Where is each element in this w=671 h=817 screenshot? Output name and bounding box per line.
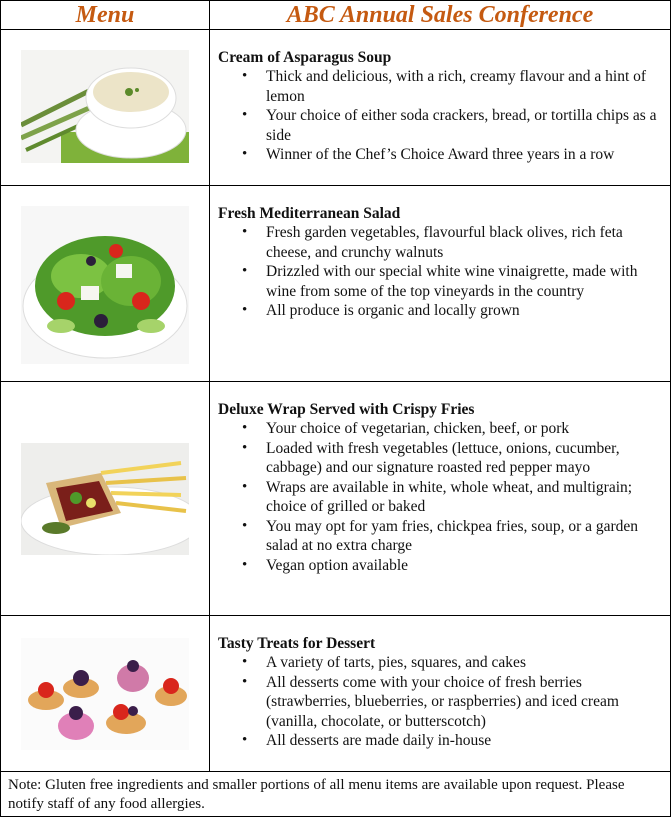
- bullet-item: • Thick and delicious, with a rich, creamy flavour and a hint of lemon: [266, 67, 662, 106]
- menu-item-row: [1, 186, 671, 382]
- salad-image: [21, 206, 189, 364]
- menu-item-row: [1, 616, 671, 772]
- item-title: Fresh Mediterranean Salad: [218, 205, 401, 222]
- bullet-item: • Drizzled with our special white wine vinaigrette, made with wine from some of the top vineyards in the country: [266, 262, 662, 301]
- bullet-item: • Fresh garden vegetables, flavourful black olives, rich feta cheese, and crunchy walnuts: [266, 223, 662, 262]
- note-row: [1, 772, 671, 817]
- bullet-item: • Vegan option available: [266, 556, 662, 576]
- menu-heading: Menu: [1, 1, 210, 30]
- bullet-item: • Your choice of either soda crackers, bread, or tortilla chips as a side: [266, 106, 662, 145]
- wrap-image: [21, 443, 189, 555]
- item-image-cell: [1, 186, 210, 382]
- dessert-image: [21, 638, 189, 750]
- bullet-item: • Loaded with fresh vegetables (lettuce, onions, cucumber, cabbage) and our signature roasted red pepper mayo: [266, 439, 662, 478]
- item-text-cell: [210, 382, 671, 616]
- menu-item-row: [1, 30, 671, 186]
- bullet-item: • Your choice of vegetarian, chicken, beef, or pork: [266, 419, 662, 439]
- item-title: Deluxe Wrap Served with Crispy Fries: [218, 401, 475, 418]
- item-image-cell: [1, 30, 210, 186]
- item-bullets: [218, 223, 662, 321]
- item-image-cell: [1, 616, 210, 772]
- item-bullets: [218, 653, 662, 751]
- item-text-cell: [210, 30, 671, 186]
- allergy-note: Note: Gluten free ingredients and smaller portions of all menu items are available upon request. Please notify staff of any food allergies.: [1, 772, 671, 817]
- bullet-item: • You may opt for yam fries, chickpea fries, soup, or a garden salad at no extra charge: [266, 517, 662, 556]
- bullet-item: • All desserts come with your choice of fresh berries (strawberries, blueberries, or raspberries) and iced cream (vanilla, chocolate, or butterscotch): [266, 673, 662, 732]
- bullet-item: • All produce is organic and locally grown: [266, 301, 662, 321]
- item-bullets: [218, 419, 662, 575]
- item-bullets: [218, 67, 662, 165]
- soup-image: [21, 50, 189, 163]
- item-title: Cream of Asparagus Soup: [218, 49, 392, 66]
- item-text-cell: [210, 616, 671, 772]
- item-title: Tasty Treats for Dessert: [218, 635, 376, 652]
- bullet-item: • All desserts are made daily in-house: [266, 731, 662, 751]
- bullet-item: • A variety of tarts, pies, squares, and cakes: [266, 653, 662, 673]
- item-image-cell: [1, 382, 210, 616]
- bullet-item: • Wraps are available in white, whole wheat, and multigrain; choice of grilled or baked: [266, 478, 662, 517]
- bullet-item: • Winner of the Chef’s Choice Award three years in a row: [266, 145, 662, 165]
- menu-item-row: [1, 382, 671, 616]
- header-row: [1, 1, 671, 30]
- item-text-cell: [210, 186, 671, 382]
- event-title: ABC Annual Sales Conference: [210, 1, 671, 30]
